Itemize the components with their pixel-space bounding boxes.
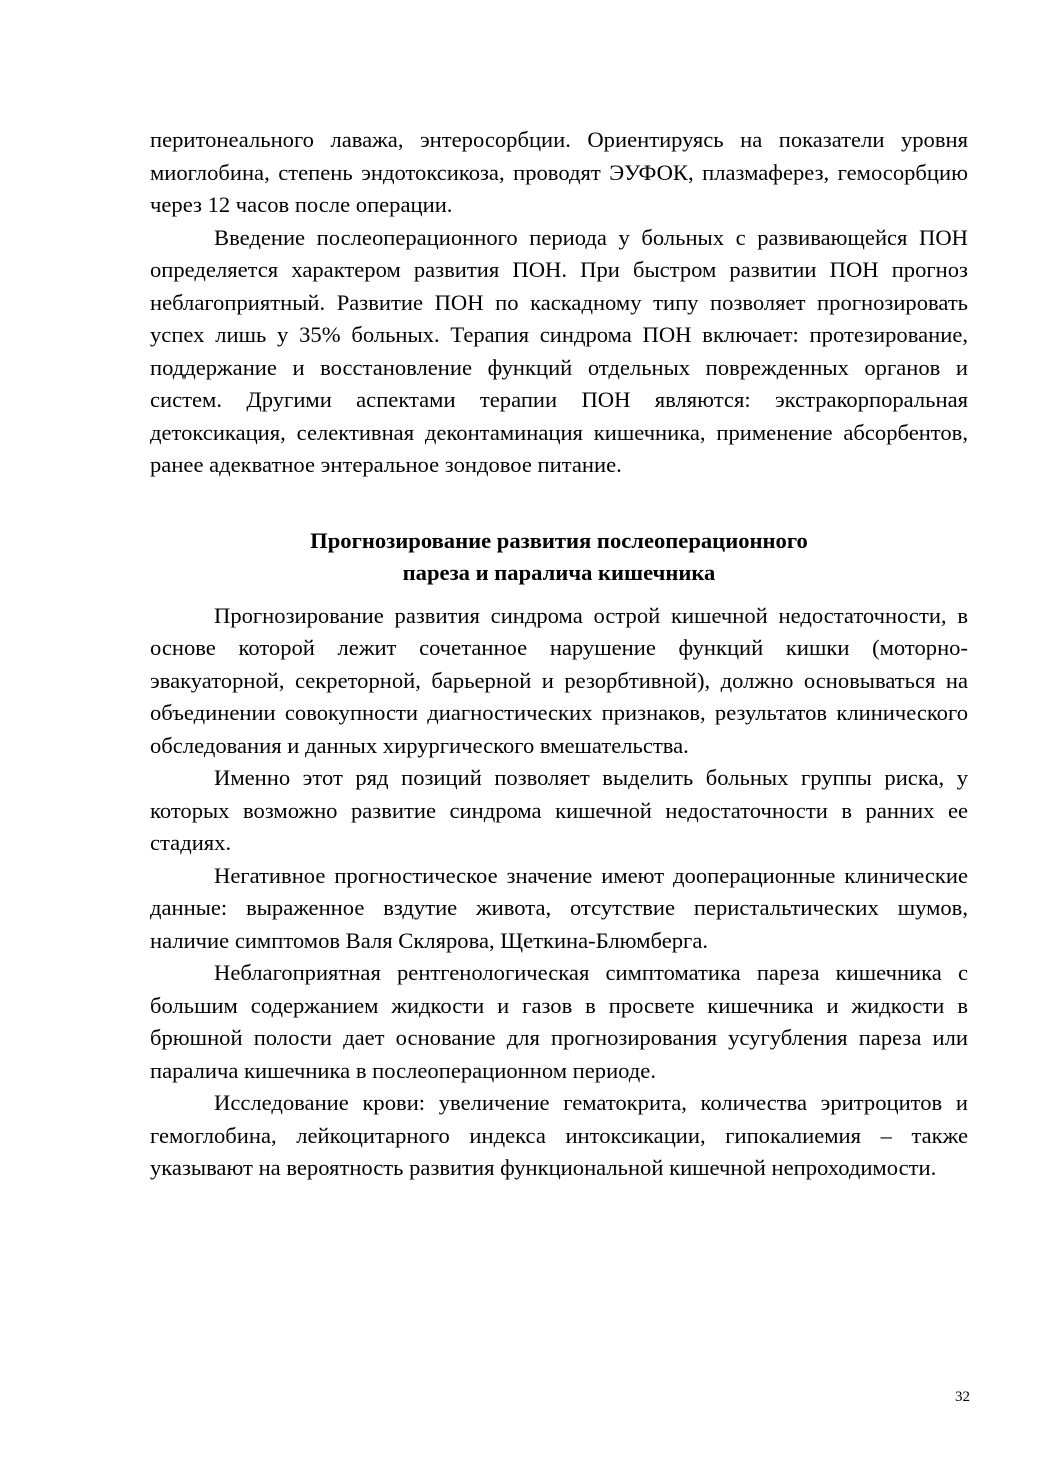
paragraph-clinical-data: Негативное прогностическое значение имеют дооперационные клинические данные: выраженное вздутие живота, отсутствие перистальтических шумов, наличие симптомов Валя Склярова, Щеткина-Блюмберга. (150, 862, 968, 953)
paragraph-forecasting: Прогнозирование развития синдрома острой кишечной недостаточности, в основе которой лежит сочетанное нарушение функций кишки (моторно-эвакуаторной, секреторной, барьерной и резорбтивной), должно основываться на объединении совокупности диагностических признаков, результатов клинического обследования и данных хирургического вмешательства. (150, 602, 968, 758)
paragraph-postoperative-period: Введение послеоперационного периода у больных с развивающейся ПОН определяется характером развития ПОН. При быстром развитии ПОН прогноз неблагоприятный. Развитие ПОН по каскадному типу позволяет прогнозировать успех лишь у 35% больных. Терапия синдрома ПОН включает: протезирование, поддержание и восстановление функций отдельных поврежденных органов и систем. Другими аспектами терапии ПОН являются: экстракорпоральная детоксикация, селективная деконтаминация кишечника, применение абсорбентов, ранее адекватное энтеральное зондовое питание. (150, 224, 968, 477)
paragraph-risk-groups: Именно этот ряд позиций позволяет выделить больных группы риска, у которых возможно развитие синдрома кишечной недостаточности в ранних ее стадиях. (150, 765, 968, 855)
paragraph-blood-tests: Исследование крови: увеличение гематокрита, количества эритроцитов и гемоглобина, лейкоцитарного индекса интоксикации, гипокалиемия – также указывают на вероятность развития функциональной кишечной непроходимости. (150, 1090, 968, 1180)
paragraph-continuation: перитонеального лаважа, энтеросорбции. Ориентируясь на показатели уровня миоглобина, степень эндотоксикоза, проводят ЭУФОК, плазмаферез, гемосорбцию через 12 часов после операции. (150, 127, 968, 217)
section-heading (150, 525, 968, 590)
section-heading-line-1: Прогнозирование развития послеоперационного (310, 527, 808, 553)
document-page-body (150, 124, 968, 1185)
paragraph-radiology: Неблагоприятная рентгенологическая симптоматика пареза кишечника с большим содержанием жидкости и газов в просвете кишечника и жидкости в брюшной полости дает основание для прогнозирования усугубления пареза или паралича кишечника в послеоперационном периоде. (150, 960, 968, 1083)
section-heading-line-2: пареза и паралича кишечника (402, 560, 716, 585)
page-number: 32 (955, 1389, 970, 1405)
